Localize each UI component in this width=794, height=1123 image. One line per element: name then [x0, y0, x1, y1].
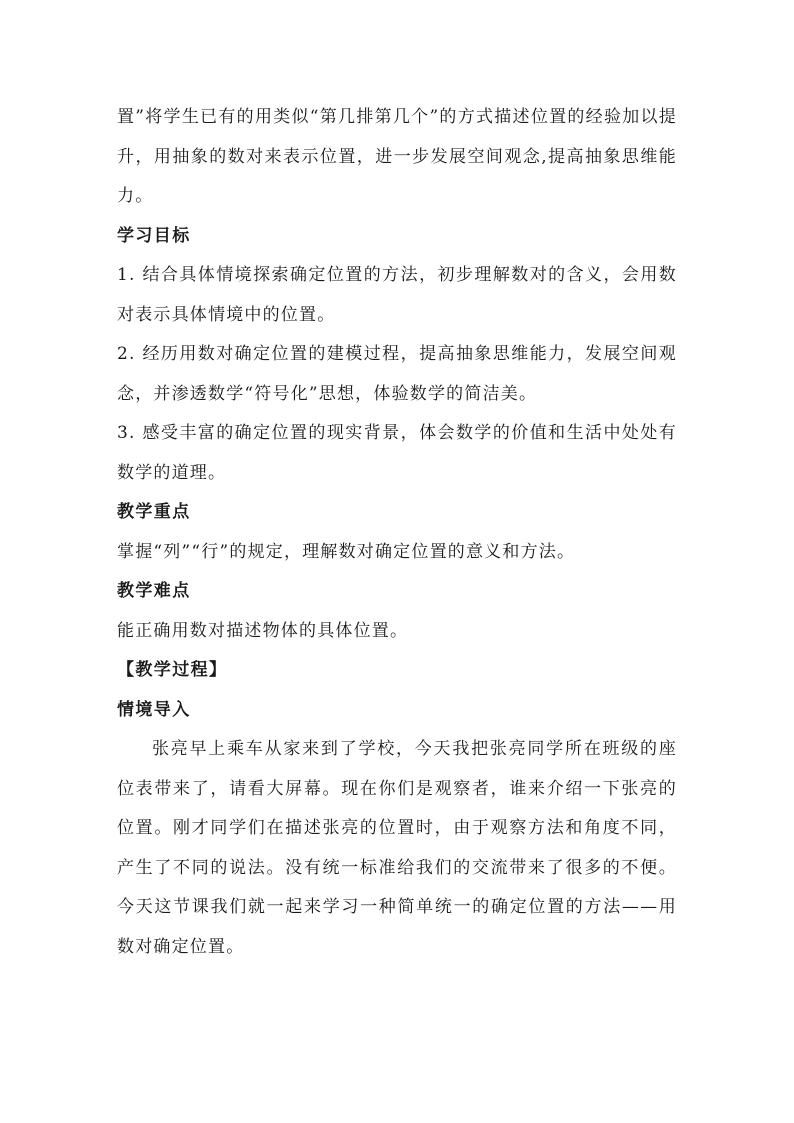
objective-item-3: 3. 感受丰富的确定位置的现实背景，体会数学的价值和生活中处处有数学的道理。 — [117, 423, 677, 483]
objective-item-1: 1. 结合具体情境探索确定位置的方法，初步理解数对的含义，会用数对表示具体情境中的位置。 — [117, 265, 677, 325]
process-heading: 【教学过程】 — [117, 660, 228, 680]
key-points-text: 掌握“列”“行”的规定，理解数对确定位置的意义和方法。 — [117, 541, 576, 562]
document-body — [117, 98, 677, 967]
objectives-heading: 学习目标 — [117, 225, 191, 246]
objective-item-2: 2. 经历用数对确定位置的建模过程，提高抽象思维能力，发展空间观念，并渗透数学“符号化”思想，体验数学的简洁美。 — [117, 344, 677, 404]
intro-paragraph: 置”将学生已有的用类似“第几排第几个”的方式描述位置的经验加以提升，用抽象的数对来表示位置，进一步发展空间观念,提高抽象思维能力。 — [117, 107, 677, 206]
difficult-points-heading: 教学难点 — [117, 581, 191, 601]
key-points-heading: 教学重点 — [117, 502, 191, 522]
situation-heading: 情境导入 — [117, 699, 191, 720]
situation-paragraph: 张亮早上乘车从家来到了学校，今天我把张亮同学所在班级的座位表带来了，请看大屏幕。现在你们是观察者，谁来介绍一下张亮的位置。刚才同学们在描述张亮的位置时，由于观察方法和角度不同，产生了不同的说法。没有统一标准给我们的交流带来了很多的不便。今天这节课我们就一起来学习一种简单统一的确定位置的方法——用数对确定位置。 — [117, 739, 677, 957]
difficult-points-text: 能正确用数对描述物体的具体位置。 — [117, 620, 409, 641]
